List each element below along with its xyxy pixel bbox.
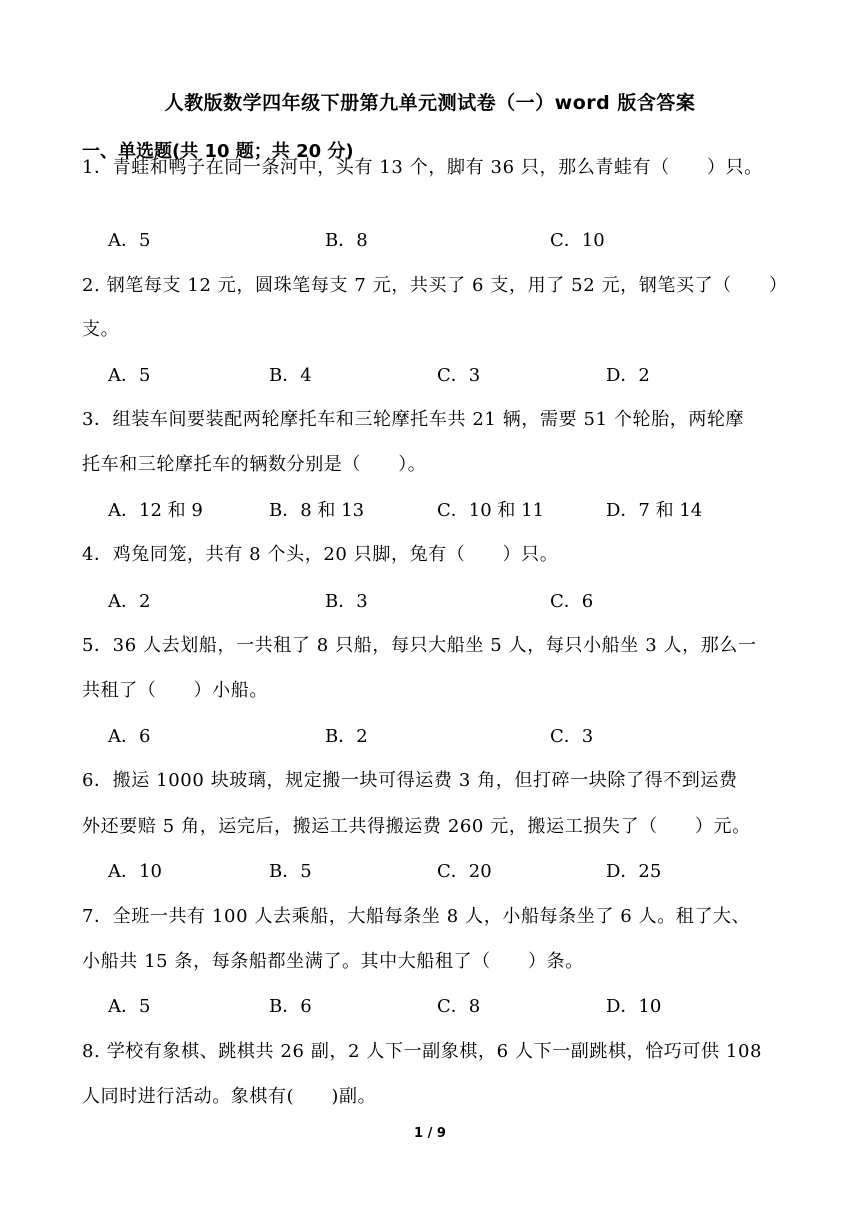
question-2-text: 2. 钢笔每支 12 元，圆珠笔每支 7 元，共买了 6 支，用了 52 元，钢笔买了（ ） xyxy=(82,275,788,296)
question-7-option-b: B．6 xyxy=(269,996,312,1017)
question-7-option-c: C．8 xyxy=(437,996,481,1017)
question-6-option-b: B．5 xyxy=(269,861,312,882)
question-3-option-a: A．12 和 9 xyxy=(108,500,203,521)
question-8-text-cont: 人同时进行活动。象棋有( )副。 xyxy=(82,1086,377,1107)
question-1-option-b: B．8 xyxy=(325,230,368,251)
document-title: 人教版数学四年级下册第九单元测试卷（一）word 版含答案 xyxy=(164,92,696,114)
question-6-option-d: D．25 xyxy=(606,861,662,882)
question-4-text: 4．鸡兔同笼，共有 8 个头，20 只脚，兔有（ ）只。 xyxy=(82,544,559,565)
question-3-option-c: C．10 和 11 xyxy=(437,500,545,521)
question-5-option-b: B．2 xyxy=(325,726,368,747)
question-4-option-b: B．3 xyxy=(325,591,368,612)
question-3-option-d: D．7 和 14 xyxy=(606,500,703,521)
question-3-text-cont: 托车和三轮摩托车的辆数分别是（ ）。 xyxy=(82,454,427,475)
question-8-text: 8. 学校有象棋、跳棋共 26 副，2 人下一副象棋，6 人下一副跳棋，恰巧可供 108 xyxy=(82,1041,763,1062)
question-6-text-cont: 外还要赔 5 角，运完后，搬运工共得搬运费 260 元，搬运工损失了（ ）元。 xyxy=(82,816,751,837)
question-3-option-b: B．8 和 13 xyxy=(269,500,365,521)
page-number: 1 / 9 xyxy=(414,1126,446,1141)
question-3-text: 3．组装车间要装配两轮摩托车和三轮摩托车共 21 辆，需要 51 个轮胎，两轮摩 xyxy=(82,409,745,430)
question-7-option-a: A．5 xyxy=(108,996,151,1017)
question-5-option-a: A．6 xyxy=(108,726,151,747)
question-6-option-a: A．10 xyxy=(108,861,162,882)
question-4-option-c: C．6 xyxy=(550,591,594,612)
question-7-text: 7．全班一共有 100 人去乘船，大船每条坐 8 人，小船每条坐了 6 人。租了大、 xyxy=(82,906,751,927)
section-heading: 一、单选题(共 10 题；共 20 分) xyxy=(82,141,354,162)
question-2-text-cont: 支。 xyxy=(82,319,120,340)
question-7-text-cont: 小船共 15 条，每条船都坐满了。其中大船租了（ ）条。 xyxy=(82,951,584,972)
question-4-option-a: A．2 xyxy=(108,591,151,612)
question-2-option-b: B．4 xyxy=(269,365,312,386)
question-2-option-a: A．5 xyxy=(108,365,151,386)
question-1-text: 1．青蛙和鸭子在同一条河中，头有 13 个，脚有 36 只，那么青蛙有（ ）只。 xyxy=(82,157,763,178)
question-6-option-c: C．20 xyxy=(437,861,492,882)
question-5-text: 5．36 人去划船，一共租了 8 只船，每只大船坐 5 人，每只小船坐 3 人，那么一 xyxy=(82,635,757,656)
question-2-option-c: C．3 xyxy=(437,365,481,386)
question-5-text-cont: 共租了（ ）小船。 xyxy=(82,680,268,701)
question-2-option-d: D．2 xyxy=(606,365,650,386)
question-1-option-c: C．10 xyxy=(550,230,605,251)
question-7-option-d: D．10 xyxy=(606,996,662,1017)
question-1-option-a: A．5 xyxy=(108,230,151,251)
question-5-option-c: C．3 xyxy=(550,726,594,747)
question-6-text: 6．搬运 1000 块玻璃，规定搬一块可得运费 3 角，但打碎一块除了得不到运费 xyxy=(82,770,738,791)
